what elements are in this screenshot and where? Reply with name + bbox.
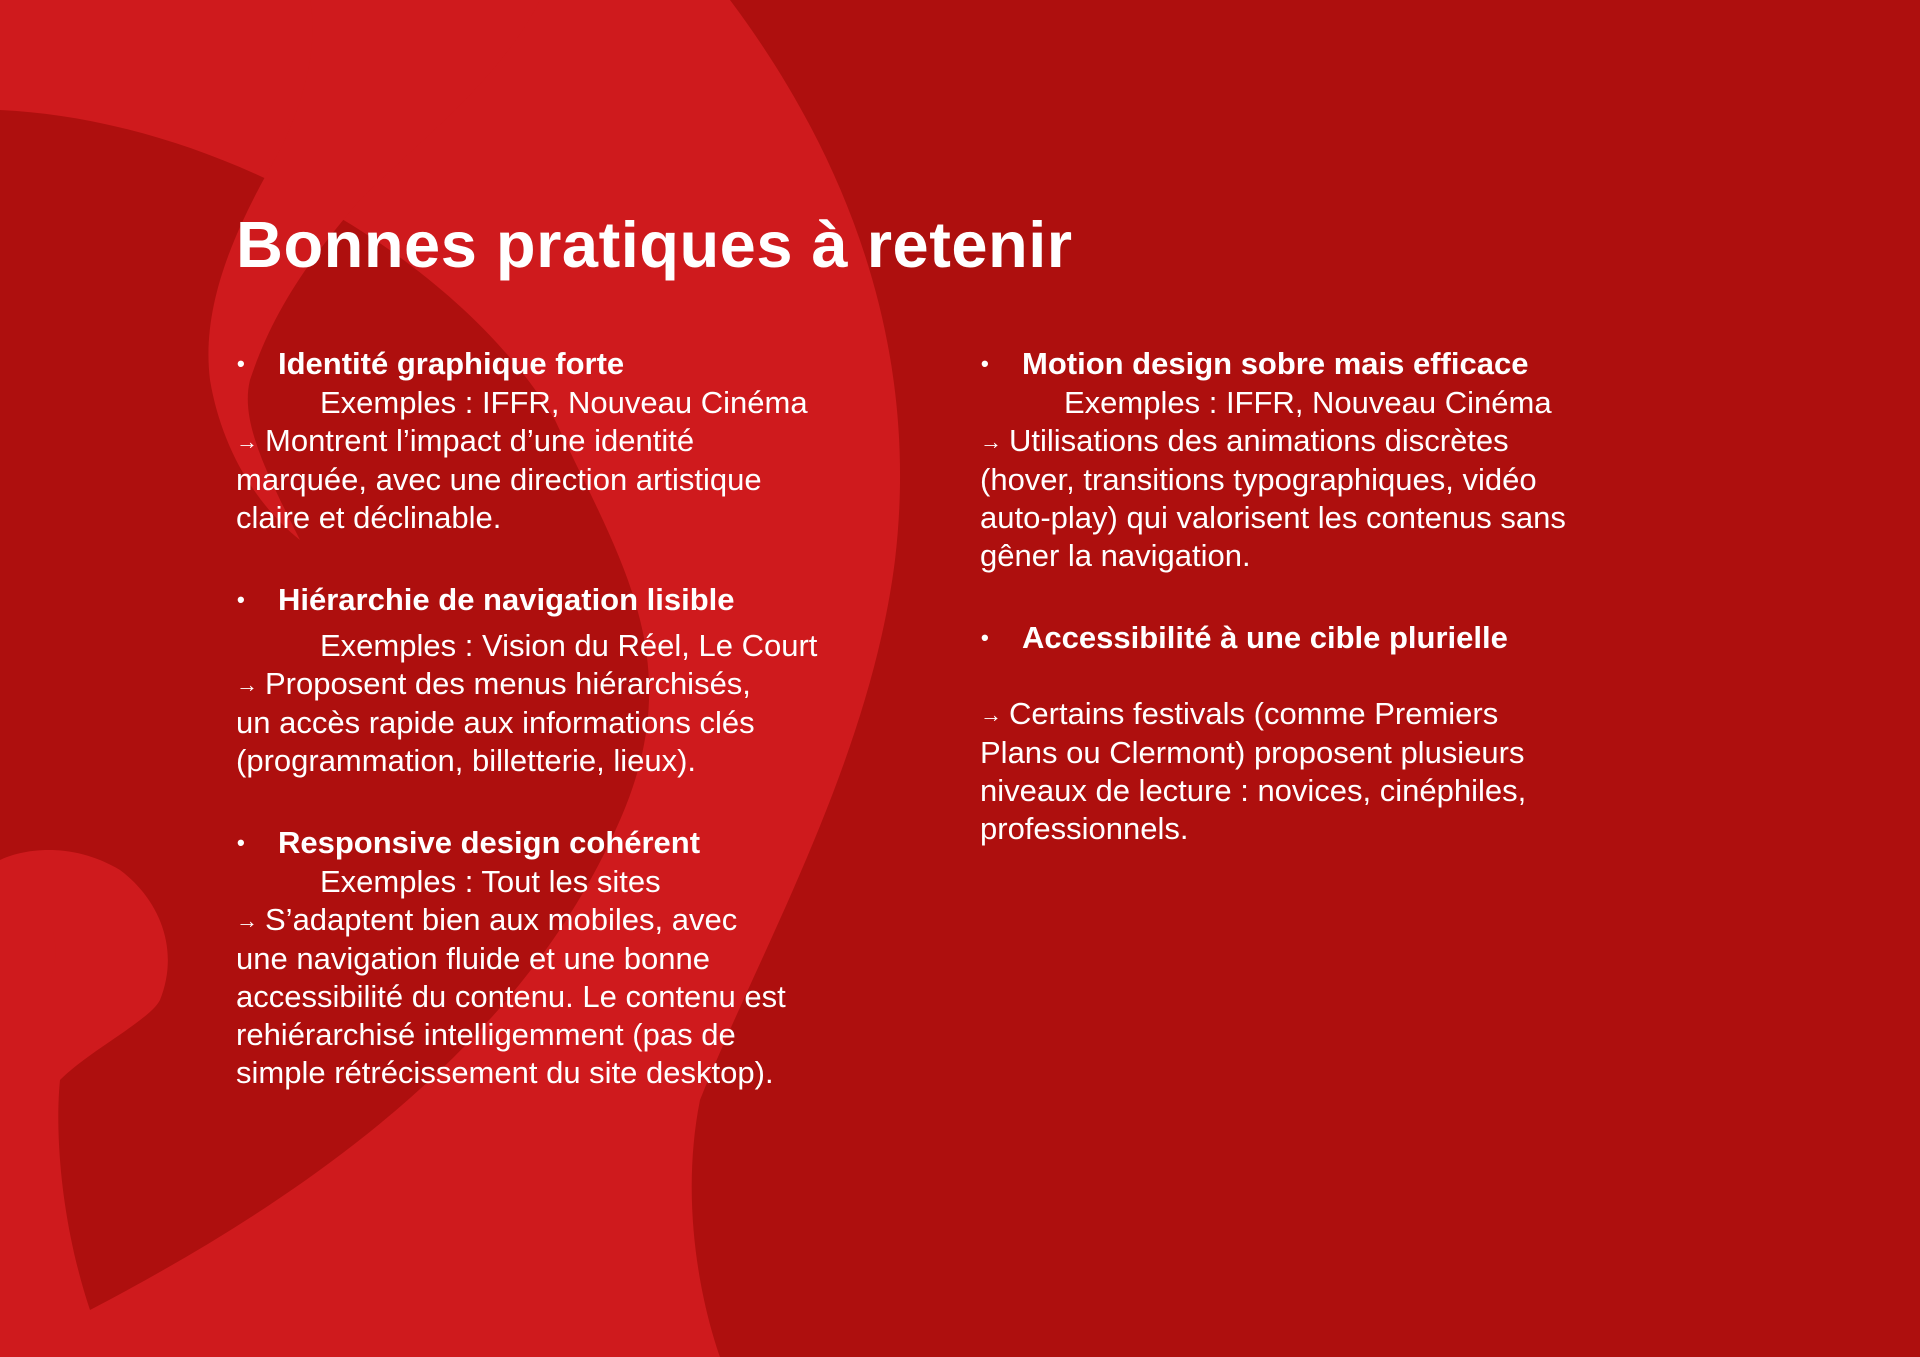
bullet-icon: • (981, 625, 989, 650)
bullet-icon: • (981, 351, 989, 376)
description-line: accessibilité du contenu. Le contenu est (236, 979, 786, 1014)
description-line: claire et déclinable. (236, 500, 502, 535)
practice-description (236, 901, 916, 1092)
description-line: auto-play) qui valorisent les contenus sans (980, 500, 1566, 535)
practice-heading-text: Accessibilité à une cible plurielle (1022, 620, 1508, 655)
description-line: marquée, avec une direction artistique (236, 462, 762, 497)
practice-heading (236, 581, 916, 619)
practice-examples: Exemples : IFFR, Nouveau Cinéma (320, 385, 808, 420)
right-column (980, 345, 1700, 848)
practice-item (980, 619, 1700, 848)
practice-heading-text: Hiérarchie de navigation lisible (278, 582, 735, 617)
practice-description (980, 422, 1700, 575)
bullet-icon: • (237, 587, 245, 612)
practice-examples: Exemples : IFFR, Nouveau Cinéma (1064, 385, 1552, 420)
practice-item (236, 824, 916, 1092)
left-column (236, 345, 916, 1092)
spacer (980, 657, 1700, 695)
description-line (236, 901, 916, 940)
practice-description (236, 665, 916, 780)
description-line: Plans ou Clermont) proposent plusieurs (980, 735, 1525, 770)
practice-heading-text: Responsive design cohérent (278, 825, 701, 860)
practice-description (980, 695, 1700, 848)
description-line (236, 665, 916, 704)
description-line: professionnels. (980, 811, 1189, 846)
description-line: simple rétrécissement du site desktop). (236, 1055, 774, 1090)
practice-heading (980, 619, 1700, 657)
practice-heading-text: Motion design sobre mais efficace (1022, 346, 1529, 381)
description-line: (hover, transitions typographiques, vidéo (980, 462, 1537, 497)
practice-heading (236, 824, 916, 862)
practice-description (236, 422, 916, 537)
description-line: gêner la navigation. (980, 538, 1251, 573)
arrow-right-icon: → (236, 908, 258, 933)
description-line (980, 422, 1700, 461)
practice-item (236, 581, 916, 780)
bullet-icon: • (237, 830, 245, 855)
practice-heading (236, 345, 916, 383)
description-line: (programmation, billetterie, lieux). (236, 743, 697, 778)
arrow-right-icon: → (236, 672, 258, 697)
arrow-right-icon: → (236, 429, 258, 454)
description-line-text: Certains festivals (comme Premiers (1009, 696, 1499, 731)
practice-item (980, 345, 1700, 575)
description-line-text: Utilisations des animations discrètes (1009, 423, 1509, 458)
page-title: Bonnes pratiques à retenir (236, 208, 1073, 281)
practice-heading (980, 345, 1700, 383)
practice-heading-text: Identité graphique forte (278, 346, 625, 381)
practice-item (236, 345, 916, 537)
description-line (236, 422, 916, 461)
arrow-right-icon: → (980, 429, 1002, 454)
practice-examples: Exemples : Tout les sites (320, 864, 661, 899)
practice-examples: Exemples : Vision du Réel, Le Court (320, 628, 818, 663)
description-line: un accès rapide aux informations clés (236, 705, 755, 740)
description-line (980, 695, 1700, 734)
bullet-icon: • (237, 351, 245, 376)
arrow-right-icon: → (980, 702, 1002, 727)
description-line-text: S’adaptent bien aux mobiles, avec (265, 902, 738, 937)
description-line: une navigation fluide et une bonne (236, 941, 711, 976)
description-line-text: Proposent des menus hiérarchisés, (265, 666, 751, 701)
description-line: niveaux de lecture : novices, cinéphiles, (980, 773, 1527, 808)
description-line-text: Montrent l’impact d’une identité (265, 423, 695, 458)
description-line: rehiérarchisé intelligemment (pas de (236, 1017, 736, 1052)
